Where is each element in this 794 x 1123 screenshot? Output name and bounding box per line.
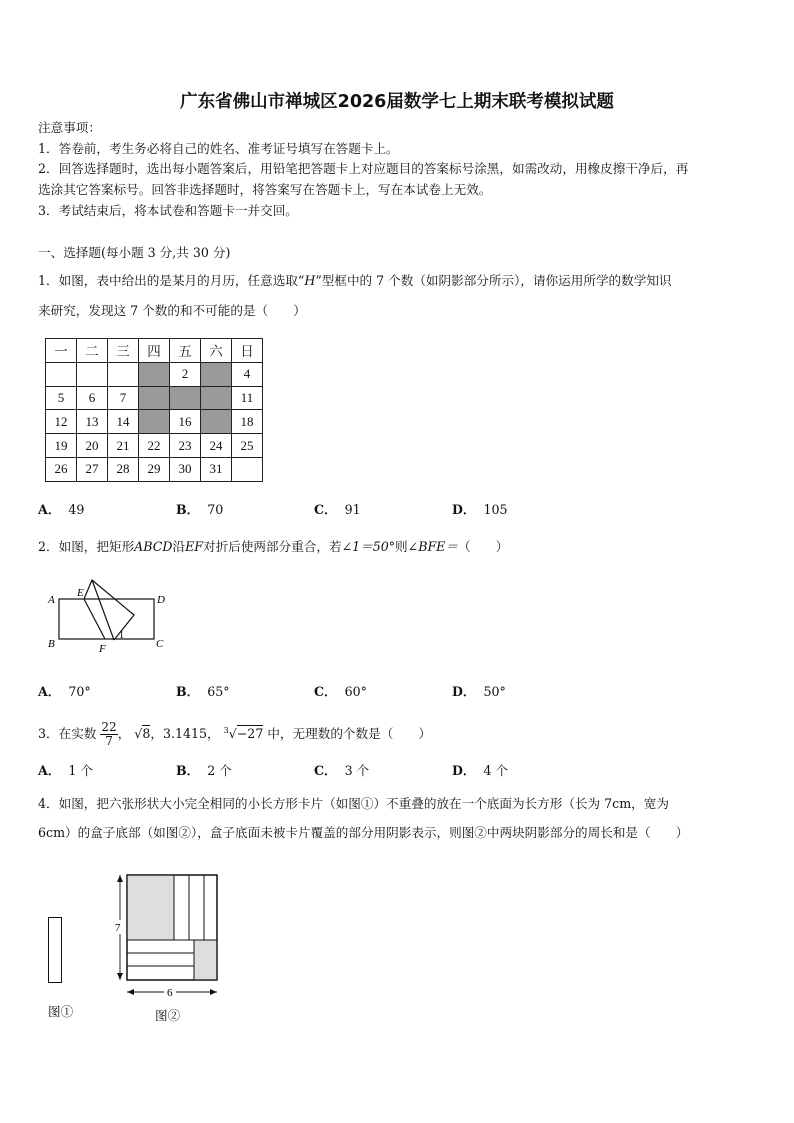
calendar-header-cell: 五	[170, 339, 201, 363]
calendar-row	[46, 362, 263, 386]
calendar-row	[46, 434, 263, 458]
calendar-cell-shaded	[139, 410, 170, 434]
calendar-cell: 12	[46, 410, 77, 434]
label-angle-1: 1	[119, 630, 124, 641]
folded-rectangle-figure	[44, 575, 174, 655]
calendar-cell-shaded	[201, 386, 232, 410]
figure-1-label: 图①	[48, 1004, 74, 1019]
option-d: D． 50°	[452, 684, 506, 699]
label-a: A	[48, 594, 55, 606]
calendar-table	[45, 338, 263, 482]
calendar-cell-shaded	[201, 410, 232, 434]
label-f: F	[99, 643, 106, 655]
calendar-cell: 16	[170, 410, 201, 434]
calendar-cell-shaded	[139, 386, 170, 410]
notice-item: 2．回答选择题时，选出每小题答案后，用铅笔把答题卡上对应题目的答案标号涂黑，如需改动，用橡皮擦干净后，再	[38, 161, 689, 176]
dimension-7-label: 7	[115, 922, 121, 934]
calendar-header-cell: 二	[77, 339, 108, 363]
calendar-cell: 31	[201, 457, 232, 481]
notice-item: 选涂其它答案标号。回答非选择题时，将答案写在答题卡上，写在本试卷上无效。	[38, 182, 492, 197]
calendar-cell	[232, 457, 263, 481]
calendar-cell: 20	[77, 434, 108, 458]
option-b: B． 65°	[176, 684, 230, 699]
calendar-cell: 25	[232, 434, 263, 458]
question-1-text: 1．如图，表中给出的是某月的月历，任意选取“H”型框中的 7 个数（如阴影部分所示），请你运用所学的数学知识	[38, 273, 672, 288]
label-e: E	[77, 587, 84, 599]
calendar-cell: 23	[170, 434, 201, 458]
calendar-cell: 5	[46, 386, 77, 410]
calendar-cell: 13	[77, 410, 108, 434]
option-c: C． 91	[314, 502, 361, 517]
calendar-cell: 14	[108, 410, 139, 434]
calendar-cell: 7	[108, 386, 139, 410]
calendar-cell	[108, 362, 139, 386]
calendar-row	[46, 410, 263, 434]
box-bottom-figure	[102, 868, 227, 1003]
question-3-text: 3．在实数 $\frac{22}{7}$ ， √8，3.1415， $^3$√−27 中，无理数的个数是（ ）	[38, 720, 432, 749]
option-a: A． 1 个	[38, 763, 93, 778]
calendar-cell: 21	[108, 434, 139, 458]
question-4-text: 4．如图，把六张形状大小完全相同的小长方形卡片（如图①）不重叠的放在一个底面为长方形（长为 7cm，宽为	[38, 796, 669, 811]
small-card-figure	[48, 917, 62, 983]
calendar-cell: 24	[201, 434, 232, 458]
calendar-cell-shaded	[139, 362, 170, 386]
calendar-header-cell: 四	[139, 339, 170, 363]
option-c: C． 60°	[314, 684, 367, 699]
sqrt-symbol: √8	[134, 726, 151, 742]
label-c: C	[156, 638, 164, 650]
label-b: B	[48, 638, 55, 650]
calendar-cell: 11	[232, 386, 263, 410]
cube-root-symbol: $^3$√−27	[223, 726, 264, 742]
calendar-cell: 22	[139, 434, 170, 458]
calendar-cell: 18	[232, 410, 263, 434]
label-d: D	[157, 594, 165, 606]
notice-item: 3．考试结束后，将本试卷和答题卡一并交回。	[38, 203, 298, 218]
question-1-text-cont: 来研究，发现这 7 个数的和不可能的是（ ）	[38, 303, 306, 318]
option-c: C． 3 个	[314, 763, 370, 778]
calendar-cell: 30	[170, 457, 201, 481]
calendar-header-cell: 三	[108, 339, 139, 363]
calendar-header-cell: 六	[201, 339, 232, 363]
option-d: D． 105	[452, 502, 508, 517]
question-2-text: 2．如图，把矩形ABCD沿EF对折后使两部分重合，若∠1＝50°则∠BFE＝（ ）	[38, 539, 509, 554]
option-a: A． 49	[38, 502, 85, 517]
section-heading: 一、选择题(每小题 3 分,共 30 分)	[38, 245, 231, 260]
calendar-cell: 27	[77, 457, 108, 481]
calendar-cell: 6	[77, 386, 108, 410]
calendar-cell: 28	[108, 457, 139, 481]
calendar-cell: 26	[46, 457, 77, 481]
figure-2-label: 图②	[155, 1008, 181, 1023]
notice-heading: 注意事项：	[38, 120, 101, 135]
calendar-cell	[46, 362, 77, 386]
calendar-header-cell: 一	[46, 339, 77, 363]
calendar-cell: 29	[139, 457, 170, 481]
calendar-row	[46, 457, 263, 481]
fraction-22-7: $\frac{22}{7}$	[101, 720, 117, 749]
calendar-row	[46, 386, 263, 410]
calendar-header-row	[46, 339, 263, 363]
question-4-text-cont: 6cm）的盒子底部（如图②），盒子底面未被卡片覆盖的部分用阴影表示，则图②中两块阴影部分的周长和是（ ）	[38, 825, 689, 840]
calendar-cell: 19	[46, 434, 77, 458]
option-b: B． 70	[176, 502, 224, 517]
option-a: A． 70°	[38, 684, 91, 699]
calendar-cell-shaded	[170, 386, 201, 410]
dimension-6-label: 6	[167, 987, 173, 999]
calendar-cell	[77, 362, 108, 386]
notice-item: 1．答卷前，考生务必将自己的姓名、准考证号填写在答题卡上。	[38, 141, 399, 156]
option-b: B． 2 个	[176, 763, 232, 778]
calendar-cell-shaded	[201, 362, 232, 386]
calendar-cell: 2	[170, 362, 201, 386]
page-title: 广东省佛山市禅城区2026届数学七上期末联考模拟试题	[180, 92, 614, 112]
calendar-cell: 4	[232, 362, 263, 386]
calendar-header-cell: 日	[232, 339, 263, 363]
option-d: D． 4 个	[452, 763, 509, 778]
